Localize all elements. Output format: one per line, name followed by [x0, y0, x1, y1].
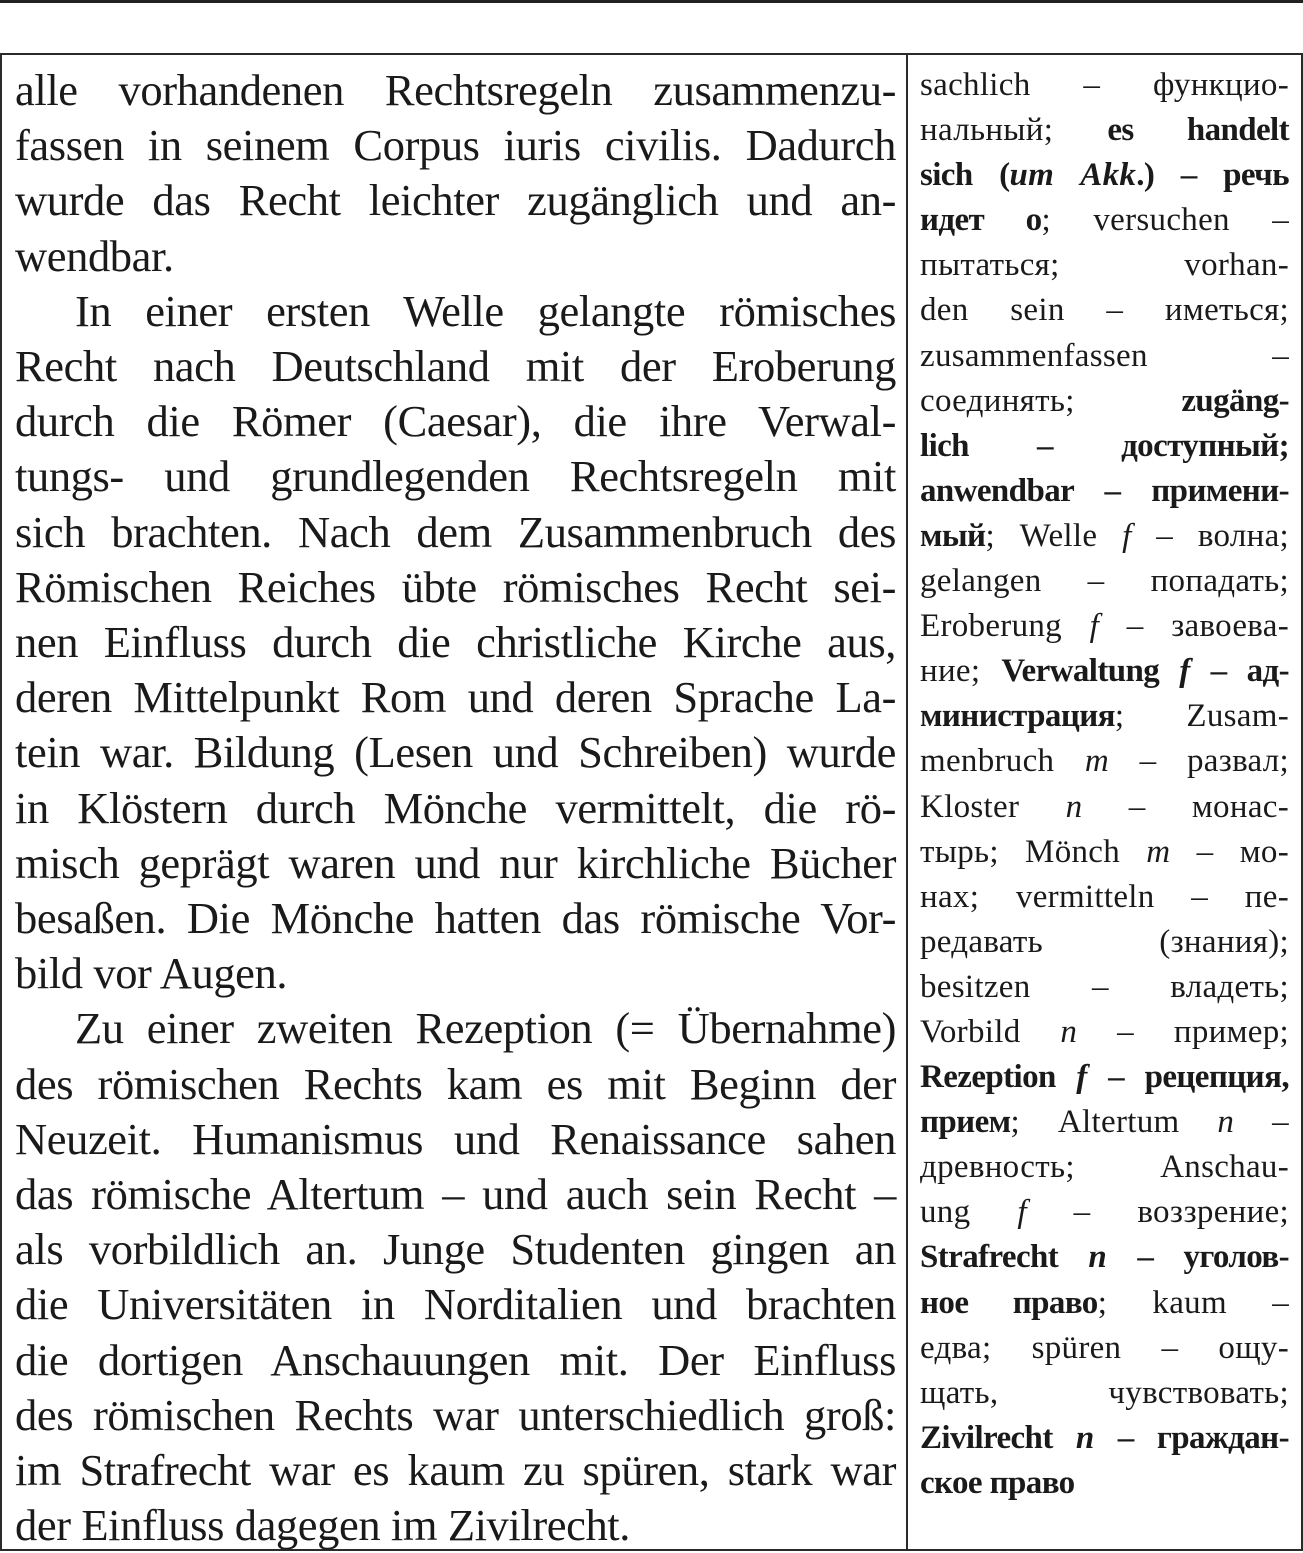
glossary-text: – монас-: [1082, 788, 1290, 825]
glossary-text: Vorbild: [920, 1013, 1061, 1050]
glossary-line: [920, 1416, 1289, 1461]
glossary-term-bold: ское право: [920, 1464, 1075, 1501]
main-text-line: die dortigen Anschauungen mit. Der Einfluss: [15, 1334, 896, 1385]
main-text-line: Neuzeit. Humanismus und Renaissance sahen: [15, 1113, 896, 1164]
glossary-line: [920, 1326, 1289, 1371]
glossary-line: [920, 1145, 1289, 1190]
main-text-line: als vorbildlich an. Junge Studenten gingen an: [15, 1224, 896, 1275]
glossary-text: редавать (знания);: [920, 923, 1289, 960]
main-text-line: der Einfluss dagegen im Zivilrecht.: [15, 1500, 630, 1551]
glossary-text: ; Altertum: [1010, 1104, 1218, 1141]
glossary-line: [920, 1235, 1289, 1280]
glossary-term-bold: es handelt: [1107, 112, 1289, 149]
glossary-term-bold: lich – доступный;: [920, 427, 1289, 464]
glossary-grammar-label: f: [1089, 608, 1100, 645]
glossary-line: [920, 198, 1289, 243]
glossary-text: нах; vermitteln – пе-: [920, 878, 1289, 915]
glossary-text: besitzen – владеть;: [920, 968, 1289, 1005]
glossary-line: [920, 1190, 1289, 1235]
top-rule: [0, 0, 1303, 3]
glossary-text: ; versuchen –: [1041, 202, 1289, 239]
main-text-line: misch geprägt waren und nur kirchliche Bücher: [15, 837, 896, 888]
main-text-line: im Strafrecht war es kaum zu spüren, stark war: [15, 1445, 896, 1496]
glossary-text: den sein – иметься;: [920, 292, 1289, 329]
main-text-line: tungs- und grundlegenden Rechtsregeln mit: [15, 451, 896, 502]
glossary-text: – пример;: [1077, 1013, 1289, 1050]
glossary-grammar-label: n: [1060, 1013, 1078, 1050]
glossary-text: – воззрение;: [1026, 1194, 1290, 1231]
glossary-term-bold: Verwaltung: [1001, 653, 1180, 690]
glossary-text: щать, чувствовать;: [920, 1374, 1289, 1411]
glossary-grammar-label: n: [1075, 1419, 1095, 1456]
main-text-line: das römische Altertum – und auch sein Recht –: [15, 1169, 896, 1220]
glossary-grammar-label: m: [1084, 743, 1110, 780]
glossary-term-bold: zugäng-: [1181, 382, 1289, 419]
glossary-text: ; Welle: [985, 517, 1123, 554]
main-text-line: Zu einer zweiten Rezeption (= Übernahme): [75, 1003, 896, 1054]
glossary-text: ; Zusam-: [1114, 698, 1289, 735]
glossary-line: [920, 1055, 1289, 1100]
glossary-text: нальный;: [920, 112, 1108, 149]
glossary-text: – мо-: [1170, 833, 1289, 870]
glossary-grammar-label: f: [1179, 653, 1191, 690]
main-text-line: Recht nach Deutschland mit der Eroberung: [15, 341, 896, 392]
glossary-grammar-label: n: [1217, 1104, 1235, 1141]
glossary-line: [920, 1281, 1289, 1326]
glossary-term-bold: Strafrecht: [920, 1239, 1089, 1276]
glossary-line: [920, 334, 1289, 379]
main-text-line: fassen in seinem Corpus iuris civilis. Dadurch: [15, 120, 896, 171]
glossary-line: [920, 830, 1289, 875]
glossary-text: – завоева-: [1099, 608, 1289, 645]
glossary-line: [920, 1100, 1289, 1145]
main-text-line: des römischen Rechts war unterschiedlich groß:: [15, 1389, 896, 1440]
glossary-term-bold: – рецепция,: [1087, 1059, 1290, 1096]
glossary-text: едва; spüren – ощу-: [920, 1329, 1289, 1366]
main-text-line: Römischen Reiches übte römisches Recht sei-: [15, 561, 896, 612]
glossary-term-bold: sich (: [920, 157, 1010, 194]
main-text-line: durch die Römer (Caesar), die ihre Verwal-: [15, 396, 896, 447]
glossary-term-bold: министрация: [920, 698, 1115, 735]
glossary-text: ung: [920, 1194, 1018, 1231]
glossary-line: [920, 1010, 1289, 1055]
glossary-term-bold: Rezeption: [920, 1059, 1077, 1096]
main-text-column: [2, 55, 908, 1549]
main-text-line: alle vorhandenen Rechtsregeln zusammenzu-: [15, 65, 896, 115]
glossary-term-bold: ное право: [920, 1284, 1098, 1321]
main-text-line: wurde das Recht leichter zugänglich und an-: [15, 175, 896, 226]
glossary-text: sachlich – функцио-: [920, 67, 1289, 103]
glossary-term-bold: идет о: [920, 202, 1042, 239]
glossary-line: [920, 920, 1289, 965]
glossary-grammar-label: f: [1076, 1059, 1088, 1096]
page-frame: [0, 53, 1303, 1551]
glossary-line: [920, 108, 1289, 153]
glossary-text: ние;: [920, 653, 1002, 690]
glossary-text: gelangen – попадать;: [920, 563, 1289, 600]
glossary-line: [920, 875, 1289, 920]
main-text-line: sich brachten. Nach dem Zusammenbruch des: [15, 506, 896, 557]
glossary-grammar-label: m: [1146, 833, 1171, 870]
glossary-term-bold: прием: [920, 1104, 1011, 1141]
glossary-text: соединять;: [920, 382, 1182, 419]
main-text-line: nen Einfluss durch die christliche Kirche aus,: [15, 617, 896, 668]
glossary-grammar-label: f: [1122, 517, 1132, 554]
glossary-term-bold: – уголов-: [1107, 1239, 1289, 1276]
main-text-line: die Universitäten in Norditalien und brachten: [15, 1279, 896, 1330]
glossary-term-bold: .) – речь: [1136, 157, 1289, 194]
glossary-line: [920, 785, 1289, 830]
glossary-line: [920, 469, 1289, 514]
glossary-line: [920, 379, 1289, 424]
glossary-text: Kloster: [920, 788, 1066, 825]
glossary-column: [908, 55, 1301, 1549]
main-text-line: bild vor Augen.: [15, 948, 288, 999]
glossary-line: [920, 694, 1289, 739]
main-text-line: deren Mittelpunkt Rom und deren Sprache La-: [15, 672, 896, 723]
glossary-line: [920, 1371, 1289, 1416]
main-text-line: besaßen. Die Mönche hatten das römische Vor-: [15, 893, 896, 944]
glossary-term-bold: мый: [920, 517, 986, 554]
main-text-line: In einer ersten Welle gelangte römisches: [75, 285, 896, 336]
glossary-text: zusammenfassen –: [920, 337, 1289, 374]
glossary-grammar-label: n: [1088, 1239, 1108, 1276]
glossary-line: [920, 1461, 1289, 1506]
glossary-text: тырь; Mönch: [920, 833, 1147, 870]
main-text-line: des römischen Rechts kam es mit Beginn der: [15, 1058, 896, 1109]
glossary-line: [920, 63, 1289, 108]
glossary-line: [920, 424, 1289, 469]
glossary-line: [920, 153, 1289, 198]
glossary-text: Eroberung: [920, 608, 1090, 645]
glossary-term-bold: – ад-: [1190, 653, 1289, 690]
glossary-text: –: [1234, 1104, 1289, 1141]
glossary-text: древность; Anschau-: [920, 1149, 1289, 1186]
glossary-text: пытаться; vorhan-: [920, 247, 1289, 284]
glossary-line: [920, 604, 1289, 649]
glossary-line: [920, 965, 1289, 1010]
glossary-line: [920, 649, 1289, 694]
glossary-grammar-label: n: [1065, 788, 1083, 825]
glossary-term-bold: Zivilrecht: [920, 1419, 1076, 1456]
glossary-text: menbruch: [920, 743, 1085, 780]
glossary-term-bold: anwendbar – примени-: [920, 472, 1289, 509]
glossary-line: [920, 739, 1289, 784]
glossary-text: ; kaum –: [1097, 1284, 1289, 1321]
glossary-text: – развал;: [1109, 743, 1289, 780]
glossary-grammar-label: f: [1017, 1194, 1027, 1231]
glossary-grammar-label: um Akk: [1009, 157, 1137, 194]
main-text-line: in Klöstern durch Mönche vermittelt, die rö-: [15, 782, 896, 833]
glossary-line: [920, 243, 1289, 288]
glossary-line: [920, 514, 1289, 559]
main-text-line: tein war. Bildung (Lesen und Schreiben) wurde: [15, 727, 896, 778]
main-text-line: wendbar.: [15, 230, 174, 281]
glossary-text: – волна;: [1131, 517, 1289, 554]
glossary-line: [920, 559, 1289, 604]
glossary-term-bold: – граждан-: [1094, 1419, 1289, 1456]
glossary-line: [920, 288, 1289, 333]
